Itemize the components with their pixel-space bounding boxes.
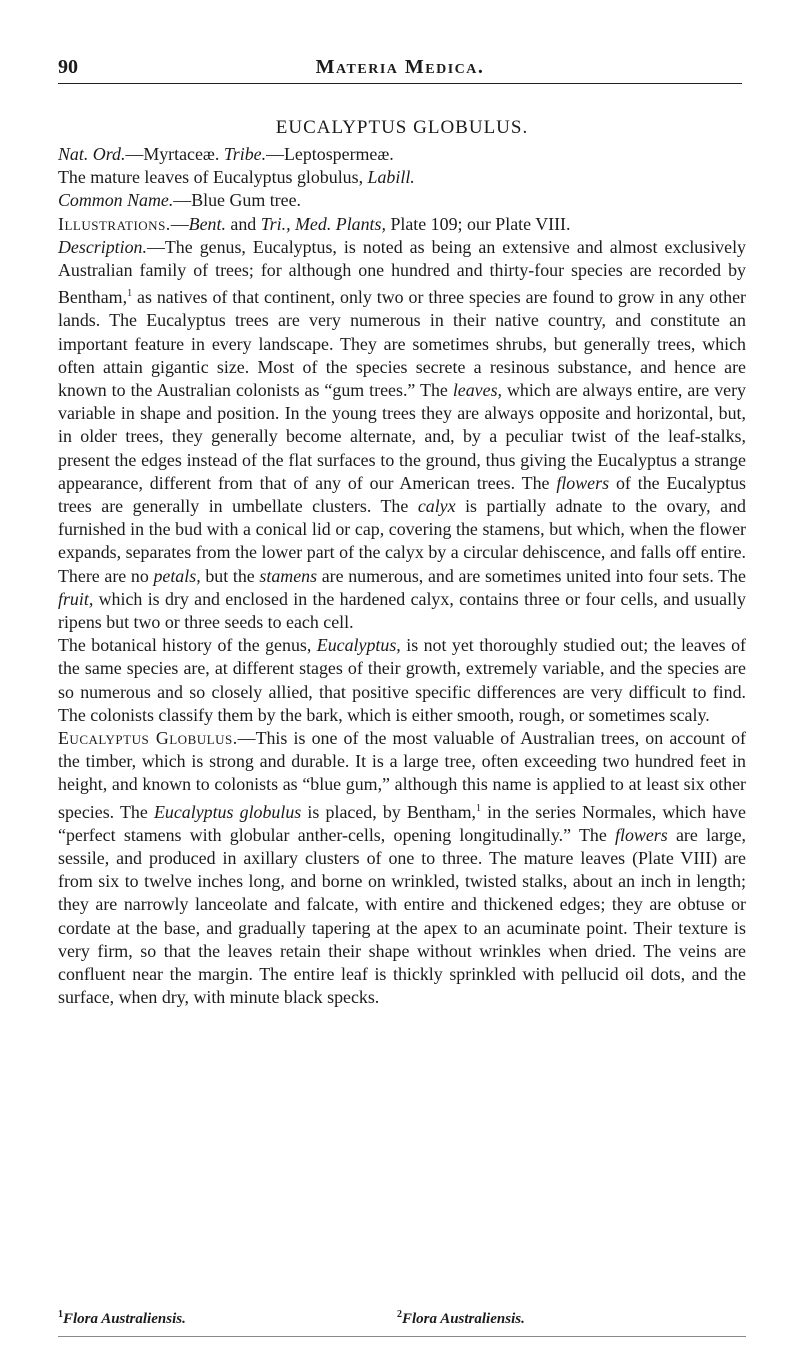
description-text: are numerous, and are sometimes united into four sets. The bbox=[317, 565, 746, 586]
article-body bbox=[58, 116, 746, 1009]
running-title: Materia Medica. bbox=[315, 56, 485, 78]
illustrations-bent: Bent. bbox=[188, 213, 226, 234]
description-text: which is dry and enclosed in the hardened calyx, contains three or four cells, and usually ripens but two or three seeds to each cell. bbox=[58, 588, 746, 633]
globulus-paragraph bbox=[58, 727, 746, 1009]
footnote-text: Flora Australiensis. bbox=[402, 1311, 525, 1327]
mature-leaves-line bbox=[58, 166, 746, 189]
footnote-2 bbox=[397, 1309, 525, 1328]
footnote-ref: 1 bbox=[127, 288, 133, 300]
footnote-mark: 2 bbox=[397, 1309, 402, 1320]
description-paragraph bbox=[58, 236, 746, 634]
common-name-label: Common Name. bbox=[58, 190, 174, 211]
page-number: 90 bbox=[58, 56, 78, 78]
term-petals: petals, bbox=[153, 565, 201, 586]
tribe-label: Tribe. bbox=[223, 144, 267, 164]
description-text: which are always entire, are very variable in shape and position. In the young trees they are always opposite and horizontal, but, in older trees, they generally become alternate, and, by a peculiar twist of the leaf-stalks, present the edges instead of the flat surfaces to the ground, thus giving the Eucalyptus a strange appearance, different from that of any of our American trees. The bbox=[58, 380, 746, 493]
description-text: —The genus, Eucalyptus, is noted as being an extensive and almost exclusively Australian family of trees; for although one hundred and thirty-four species are recorded by Bentham, bbox=[58, 236, 746, 308]
footnote-mark: 1 bbox=[58, 1309, 63, 1320]
botanical-text: The botanical history of the genus, bbox=[58, 635, 317, 656]
mature-leaves-author: Labill. bbox=[367, 167, 415, 188]
botanical-history-paragraph bbox=[58, 634, 746, 727]
illustrations-and: and bbox=[225, 213, 261, 234]
description-label: Description. bbox=[58, 236, 147, 257]
nat-ord-line bbox=[58, 143, 746, 166]
term-flowers: flowers bbox=[556, 472, 610, 493]
term-leaves: leaves, bbox=[452, 380, 503, 400]
nat-ord-value: —Myrtaceæ. bbox=[125, 144, 220, 164]
description-text: is partially adnate to the ovary, and furnished in the bud with a conical lid or cap, covering the stamens, but which, when the flower expands, separates from the lower part of the calyx by a circular dehiscence, and falls off entire. There are no bbox=[58, 496, 746, 586]
common-name-value: —Blue Gum tree. bbox=[173, 190, 301, 211]
illustrations-line bbox=[58, 213, 746, 236]
term-species: Eucalyptus globulus bbox=[153, 801, 302, 822]
footnote-text: Flora Australiensis. bbox=[63, 1311, 186, 1327]
term-stamens: stamens bbox=[259, 565, 318, 586]
term-genus: Eucalyptus, bbox=[316, 635, 401, 656]
description-text: but the bbox=[200, 565, 260, 586]
article-title: EUCALYPTUS GLOBULUS. bbox=[275, 117, 529, 138]
illustrations-label: Illustrations. bbox=[58, 213, 171, 234]
globulus-text: —This is one of the most valuable of Australian trees, on account of the timber, which is strong and durable. It is a large tree, often exceeding two hundred feet in height, and known to colonists as “blue gum,” although this name is applied to at least six other species. The bbox=[58, 728, 746, 822]
term-fruit: fruit, bbox=[58, 588, 94, 609]
illustrations-rest: Plate 109; our Plate VIII. bbox=[385, 213, 571, 234]
footnote-rule bbox=[58, 1336, 746, 1337]
term-calyx: calyx bbox=[417, 496, 456, 517]
botanical-text: is not yet thoroughly studied out; the leaves of the same species are, at different stages of their growth, extremely variable, and the species are so numerous and so closely allied, that positive specific differences are very difficult to find. The colonists classify them by the bark, which is either smooth, rough, or sometimes scaly. bbox=[58, 635, 746, 725]
footnote-1 bbox=[58, 1309, 186, 1328]
globulus-label: Eucalyptus Globulus. bbox=[58, 728, 238, 749]
illustrations-dash: — bbox=[170, 213, 189, 234]
header-rule bbox=[58, 83, 742, 84]
common-name-line bbox=[58, 189, 746, 212]
globulus-text: in the series Normales, which have “perfect stamens with globular anther-cells, opening longitudinally.” The bbox=[58, 801, 747, 845]
footnote-ref: 1 bbox=[475, 802, 481, 814]
page-header bbox=[58, 44, 742, 84]
description-text: as natives of that continent, only two or three species are found to grow in any other lands. The Eucalyptus trees are very numerous in their native country, and constitute an important feature in every landscape. They are sometimes shrubs, but generally trees, which often attain gigantic size. Most of the species secrete a resinous substance, and hence are known to the Australian colonists as “gum trees.” The bbox=[58, 287, 746, 400]
globulus-text: is placed, by Bentham, bbox=[301, 801, 476, 822]
tribe-value: —Leptospermeæ. bbox=[266, 144, 394, 164]
globulus-text: are large, sessile, and produced in axillary clusters of one to three. The mature leaves (Plate VIII) are from six to twelve inches long, and borne on wrinkled, twisted stalks, about an inch in length; they are narrowly lanceolate and falcate, with entire and thickened edges; they are obtuse or cordate at the base, and gradually tapering at the apex to an acuminate point. Their texture is very firm, so that the leaves retain their shape without wrinkles when dried. The veins are confluent near the margin. The entire leaf is thickly sprinkled with pellucid oil dots, and the surface, when dry, with minute black specks. bbox=[58, 824, 746, 1008]
description-text: of the Eucalyptus trees are generally in umbellate clusters. The bbox=[58, 472, 746, 517]
term-flowers: flowers bbox=[615, 824, 668, 845]
illustrations-tri: Tri., Med. Plants, bbox=[260, 213, 386, 234]
nat-ord-label: Nat. Ord. bbox=[58, 144, 126, 164]
mature-leaves-text: The mature leaves of Eucalyptus globulus, bbox=[58, 167, 368, 188]
